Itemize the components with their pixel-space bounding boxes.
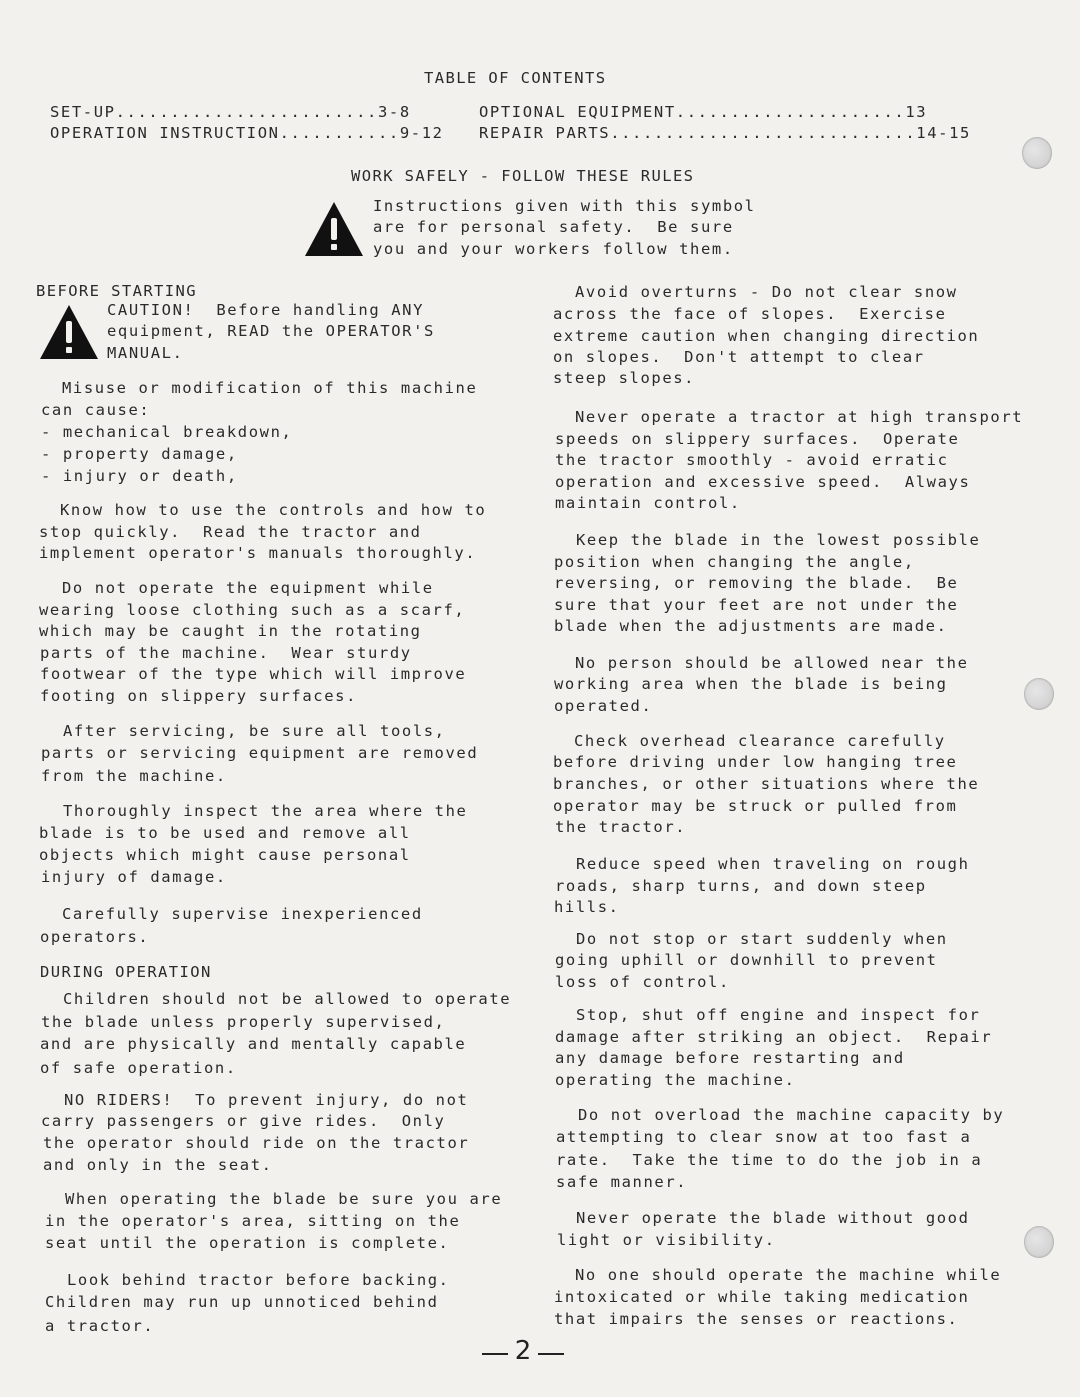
- toc-entry-operation: [50, 123, 444, 145]
- paragraph-line: blade when the adjustments are made.: [554, 617, 948, 635]
- paragraph-line: and are physically and mentally capable: [40, 1035, 467, 1053]
- work-safely-title: WORK SAFELY - FOLLOW THESE RULES: [351, 167, 695, 185]
- paragraph-line: on slopes. Don't attempt to clear: [553, 348, 925, 366]
- paragraph-line: going uphill or downhill to prevent: [555, 951, 938, 969]
- paragraph-line: Reduce speed when traveling on rough: [576, 855, 970, 873]
- paragraph-line: parts or servicing equipment are removed: [41, 744, 479, 762]
- work-safely-line: Instructions given with this symbol: [373, 197, 756, 215]
- toc-dots: ...........: [279, 124, 400, 142]
- binder-hole: [1024, 1226, 1054, 1258]
- paragraph-line: Do not overload the machine capacity by: [578, 1106, 1005, 1124]
- paragraph-line: position when changing the angle,: [554, 553, 915, 571]
- during-operation-heading: DURING OPERATION: [40, 963, 212, 981]
- paragraph-line: hills.: [554, 898, 620, 916]
- paragraph-line: any damage before restarting and: [555, 1049, 905, 1067]
- page-number-dash: [538, 1353, 564, 1355]
- paragraph-line: roads, sharp turns, and down steep: [555, 877, 927, 895]
- warning-triangle-icon: [37, 303, 101, 361]
- paragraph-line: Never operate a tractor at high transport: [575, 408, 1024, 426]
- paragraph-line: Carefully supervise inexperienced: [62, 905, 423, 923]
- paragraph-line: from the machine.: [41, 767, 227, 785]
- paragraph-line: steep slopes.: [553, 369, 696, 387]
- paragraph-line: light or visibility.: [557, 1231, 776, 1249]
- paragraph-line: maintain control.: [555, 494, 741, 512]
- paragraph-line: blade is to be used and remove all: [39, 824, 411, 842]
- toc-entry-repair: [479, 123, 971, 145]
- paragraph-line: Children may run up unnoticed behind: [45, 1293, 439, 1311]
- paragraph-line: Stop, shut off engine and inspect for: [576, 1006, 981, 1024]
- page-number-value: 2: [514, 1336, 532, 1366]
- binder-hole: [1022, 137, 1052, 169]
- paragraph-line: Misuse or modification of this machine: [62, 379, 478, 397]
- toc-label: OPERATION INSTRUCTION: [50, 124, 280, 142]
- toc-title: TABLE OF CONTENTS: [424, 69, 607, 87]
- paragraph-line: No one should operate the machine while: [575, 1266, 1002, 1284]
- paragraph-line: that impairs the senses or reactions.: [554, 1310, 959, 1328]
- paragraph-line: working area when the blade is being: [554, 675, 948, 693]
- paragraph-line: footing on slippery surfaces.: [40, 687, 358, 705]
- paragraph-line: safe manner.: [556, 1173, 688, 1191]
- toc-pages: 14-15: [916, 124, 971, 142]
- paragraph-line: loss of control.: [555, 973, 730, 991]
- paragraph-line: operation and excessive speed. Always: [555, 473, 971, 491]
- paragraph-line: a tractor.: [45, 1317, 155, 1335]
- paragraph-line: intoxicated or while taking medication: [554, 1288, 970, 1306]
- toc-pages: 3-8: [377, 103, 411, 121]
- paragraph-line: branches, or other situations where the: [553, 775, 980, 793]
- toc-label: REPAIR PARTS: [479, 124, 611, 142]
- paragraph-line: which may be caught in the rotating: [39, 622, 422, 640]
- paragraph-line: damage after striking an object. Repair: [555, 1028, 993, 1046]
- paragraph-line: implement operator's manuals thoroughly.: [39, 544, 477, 562]
- paragraph-line: the tractor smoothly - avoid erratic: [555, 451, 949, 469]
- toc-entry-optional: [479, 102, 927, 124]
- paragraph-line: Look behind tractor before backing.: [67, 1271, 450, 1289]
- toc-entry-setup: [50, 102, 411, 124]
- work-safely-line: you and your workers follow them.: [373, 240, 734, 258]
- toc-pages: 9-12: [399, 124, 444, 142]
- paragraph-line: Never operate the blade without good: [576, 1209, 970, 1227]
- paragraph-line: - property damage,: [41, 445, 238, 463]
- paragraph-line: the blade unless properly supervised,: [41, 1013, 446, 1031]
- paragraph-line: No person should be allowed near the: [575, 654, 969, 672]
- paragraph-line: of safe operation.: [40, 1059, 237, 1077]
- caution-line: MANUAL.: [107, 344, 184, 362]
- toc-dots: ........................: [115, 103, 378, 121]
- paragraph-line: - injury or death,: [41, 467, 238, 485]
- paragraph-line: can cause:: [41, 401, 151, 419]
- toc-dots: ............................: [610, 124, 917, 142]
- paragraph-line: When operating the blade be sure you are: [65, 1190, 503, 1208]
- warning-triangle-icon: [303, 200, 365, 258]
- paragraph-line: operating the machine.: [555, 1071, 796, 1089]
- paragraph-line: stop quickly. Read the tractor and: [39, 523, 422, 541]
- toc-dots: .....................: [675, 103, 906, 121]
- toc-pages: 13: [905, 103, 928, 121]
- paragraph-line: Keep the blade in the lowest possible: [576, 531, 981, 549]
- toc-label: OPTIONAL EQUIPMENT: [479, 103, 676, 121]
- caution-line: CAUTION! Before handling ANY: [107, 301, 425, 319]
- paragraph-line: speeds on slippery surfaces. Operate: [555, 430, 960, 448]
- paragraph-line: operator may be struck or pulled from: [553, 797, 958, 815]
- paragraph-line: seat until the operation is complete.: [45, 1234, 450, 1252]
- page-number-dash: [482, 1353, 508, 1355]
- binder-hole: [1024, 678, 1054, 710]
- paragraph-line: objects which might cause personal: [39, 846, 411, 864]
- paragraph-line: Know how to use the controls and how to: [60, 501, 487, 519]
- caution-line: equipment, READ the OPERATOR'S: [107, 322, 435, 340]
- paragraph-line: before driving under low hanging tree: [553, 753, 958, 771]
- paragraph-line: carry passengers or give rides. Only: [41, 1112, 446, 1130]
- paragraph-line: - mechanical breakdown,: [41, 423, 293, 441]
- toc-label: SET-UP: [50, 103, 116, 121]
- paragraph-line: Check overhead clearance carefully: [574, 732, 946, 750]
- paragraph-line: and only in the seat.: [43, 1156, 273, 1174]
- paragraph-line: Do not operate the equipment while: [62, 579, 434, 597]
- paragraph-line: reversing, or removing the blade. Be: [554, 574, 959, 592]
- before-starting-heading: BEFORE STARTING: [36, 282, 197, 300]
- paragraph-line: NO RIDERS! To prevent injury, do not: [64, 1091, 469, 1109]
- paragraph-line: in the operator's area, sitting on the: [45, 1212, 461, 1230]
- paragraph-line: operators.: [40, 928, 150, 946]
- paragraph-line: Thoroughly inspect the area where the: [63, 802, 468, 820]
- paragraph-line: Do not stop or start suddenly when: [576, 930, 948, 948]
- paragraph-line: the tractor.: [555, 818, 687, 836]
- paragraph-line: footwear of the type which will improve: [40, 665, 467, 683]
- paragraph-line: attempting to clear snow at too fast a: [556, 1128, 972, 1146]
- paragraph-line: injury of damage.: [41, 868, 227, 886]
- paragraph-line: across the face of slopes. Exercise: [553, 305, 947, 323]
- paragraph-line: sure that your feet are not under the: [554, 596, 959, 614]
- paragraph-line: Avoid overturns - Do not clear snow: [575, 283, 958, 301]
- paragraph-line: After servicing, be sure all tools,: [63, 722, 446, 740]
- paragraph-line: operated.: [554, 697, 653, 715]
- paragraph-line: the operator should ride on the tractor: [43, 1134, 470, 1152]
- paragraph-line: extreme caution when changing direction: [553, 327, 980, 345]
- paragraph-line: Children should not be allowed to operate: [63, 990, 512, 1008]
- paragraph-line: wearing loose clothing such as a scarf,: [39, 601, 466, 619]
- work-safely-line: are for personal safety. Be sure: [373, 218, 734, 236]
- page-number: [478, 1336, 568, 1370]
- paragraph-line: parts of the machine. Wear sturdy: [40, 644, 412, 662]
- paragraph-line: rate. Take the time to do the job in a: [556, 1151, 983, 1169]
